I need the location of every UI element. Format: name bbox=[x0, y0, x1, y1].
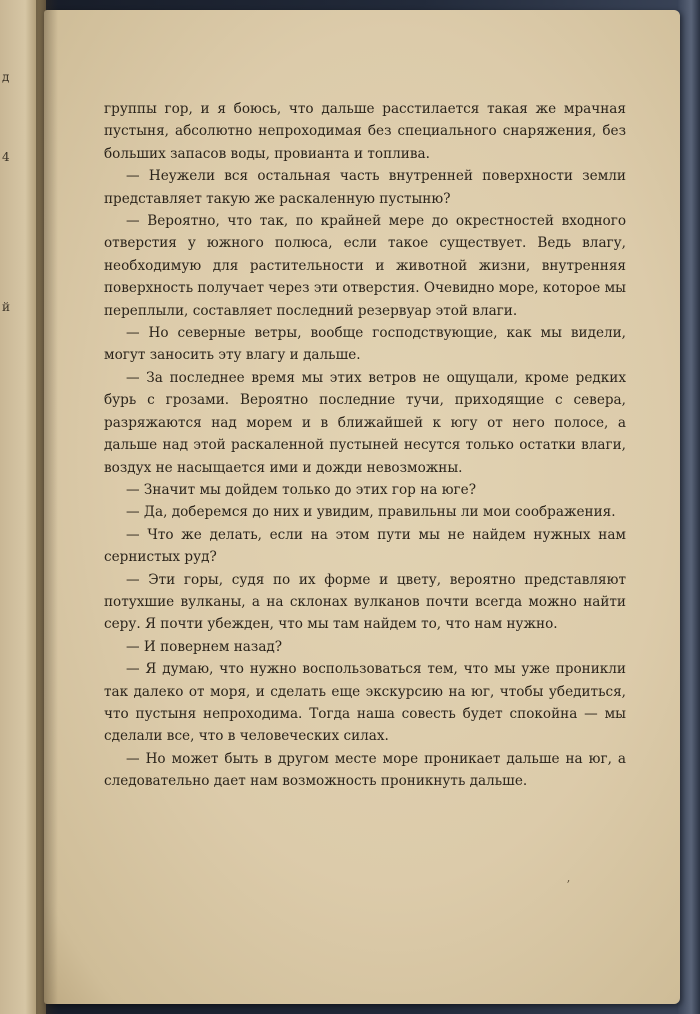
left-page-fragment: д bbox=[2, 70, 10, 84]
paragraph: — Вероятно, что так, по крайней мере до окрестностей входного отверстия у южного полюса, если такое существует. Ведь влагу, необходимую для растительности и животной жизни, внутренняя поверхность получает через эти отверстия. Очевидно море, которое мы переплыли, составляет последний резервуар этой влаги. bbox=[104, 213, 626, 319]
paragraph: — Значит мы дойдем только до этих гор на юге? bbox=[126, 481, 476, 498]
paragraph: — Эти горы, судя по их форме и цвету, вероятно представляют потухшие вулканы, а на склонах вулканов почти всегда можно найти серу. Я почти убежден, что мы там найдем то, что нам нужно. bbox=[104, 571, 626, 633]
page-text bbox=[104, 98, 626, 793]
spine-shadow bbox=[36, 0, 58, 1014]
paragraph: — Да, доберемся до них и увидим, правильны ли мои соображения. bbox=[126, 504, 616, 521]
paragraph: — Я думаю, что нужно воспользоваться тем, что мы уже проникли так далеко от моря, и сделать еще экскурсию на юг, чтобы убедиться, что пустыня непроходима. Тогда наша совесть будет спокойна — мы сделали все, что в человеческих силах. bbox=[104, 661, 626, 745]
paragraph: — За последнее время мы этих ветров не ощущали, кроме редких бурь с грозами. Вероятно последние тучи, приходящие с севера, разряжаются над морем и в ближайшей к югу от него полосе, а дальше над этой раскаленной пустыней несутся только остатки влаги, воздух не насыщается ими и дожди невозможны. bbox=[104, 369, 626, 476]
left-page-fragment: 4 bbox=[2, 150, 10, 164]
background-edge bbox=[678, 0, 700, 1014]
paragraph: группы гор, и я боюсь, что дальше расстилается такая же мрачная пустыня, абсолютно непроходимая без специального снаряжения, без больших запасов воды, провианта и топлива. bbox=[104, 101, 626, 162]
paragraph: — Но северные ветры, вообще господствующие, как мы видели, могут заносить эту влагу и дальше. bbox=[104, 325, 626, 364]
paragraph: — И повернем назад? bbox=[126, 638, 283, 655]
paragraph: — Но может быть в другом месте море проникает дальше на юг, а следовательно дает нам возможность проникнуть дальше. bbox=[104, 750, 626, 790]
paragraph: — Что же делать, если на этом пути мы не найдем нужных нам сернистых руд? bbox=[104, 526, 626, 566]
book-page bbox=[44, 10, 680, 1004]
page-mark: ʼ bbox=[566, 878, 570, 892]
paragraph: — Неужели вся остальная часть внутренней поверхности земли представляет такую же раскаленную пустыню? bbox=[104, 168, 626, 207]
left-page-fragment: й bbox=[2, 300, 10, 314]
